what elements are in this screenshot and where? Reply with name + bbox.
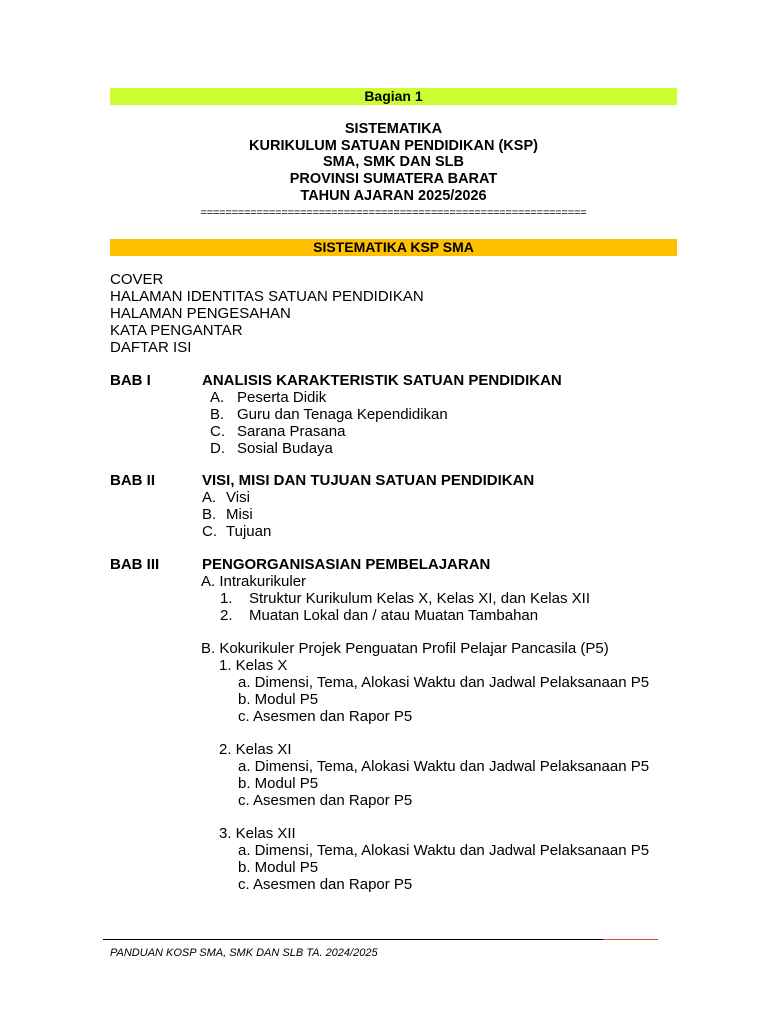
footer-rule (103, 939, 603, 940)
bab3-label: BAB III (110, 556, 160, 573)
koku-group-title: 3. Kelas XII (219, 825, 296, 842)
koku-group-item: b. Modul P5 (238, 775, 319, 792)
bab2-item-marker: B. (202, 506, 217, 523)
bab2-item: Misi (226, 506, 253, 523)
title-line-5: TAHUN AJARAN 2025/2026 (300, 188, 487, 204)
footer-rule-accent (603, 939, 658, 940)
bab3-intra-item-marker: 2. (220, 607, 233, 624)
bab3-title: PENGORGANISASIAN PEMBELAJARAN (202, 556, 491, 573)
bab2-item-marker: C. (202, 523, 217, 540)
bab3-intra-heading: A. Intrakurikuler (201, 573, 307, 590)
title-line-3: SMA, SMK DAN SLB (323, 154, 464, 170)
koku-group-item: c. Asesmen dan Rapor P5 (238, 876, 413, 893)
title-line-1: SISTEMATIKA (344, 121, 443, 137)
separator-line: ============================================================== (200, 207, 587, 219)
koku-group-item: c. Asesmen dan Rapor P5 (238, 792, 413, 809)
koku-group-item: a. Dimensi, Tema, Alokasi Waktu dan Jadwal Pelaksanaan P5 (238, 674, 650, 691)
koku-group-item: b. Modul P5 (238, 691, 319, 708)
koku-group-title: 1. Kelas X (219, 657, 288, 674)
front-matter-daftar-isi: DAFTAR ISI (110, 339, 192, 356)
koku-group-item: b. Modul P5 (238, 859, 319, 876)
title-line-4: PROVINSI SUMATERA BARAT (289, 171, 498, 187)
bab2-title: VISI, MISI DAN TUJUAN SATUAN PENDIDIKAN (202, 472, 535, 489)
bab3-intra-item: Muatan Lokal dan / atau Muatan Tambahan (249, 607, 539, 624)
bab2-item: Visi (226, 489, 250, 506)
bab1-title: ANALISIS KARAKTERISTIK SATUAN PENDIDIKAN (202, 372, 562, 389)
bab1-item-marker: C. (210, 423, 225, 440)
bab1-item: Sosial Budaya (237, 440, 333, 457)
front-matter-identitas: HALAMAN IDENTITAS SATUAN PENDIDIKAN (110, 288, 424, 305)
section-band: SISTEMATIKA KSP SMA (110, 239, 677, 256)
bab1-item: Peserta Didik (237, 389, 327, 406)
front-matter-kata-pengantar: KATA PENGANTAR (110, 322, 243, 339)
footer-text: PANDUAN KOSP SMA, SMK DAN SLB TA. 2024/2025 (110, 947, 378, 959)
bab3-koku-heading: B. Kokurikuler Projek Penguatan Profil Pelajar Pancasila (P5) (201, 640, 609, 657)
koku-group-item: c. Asesmen dan Rapor P5 (238, 708, 413, 725)
koku-group-item: a. Dimensi, Tema, Alokasi Waktu dan Jadwal Pelaksanaan P5 (238, 842, 650, 859)
bab1-label: BAB I (110, 372, 151, 389)
bab1-item-marker: B. (210, 406, 225, 423)
koku-group-title: 2. Kelas XI (219, 741, 292, 758)
bab2-item: Tujuan (226, 523, 272, 540)
bagian-band: Bagian 1 (110, 88, 677, 105)
front-matter-pengesahan: HALAMAN PENGESAHAN (110, 305, 291, 322)
bab2-item-marker: A. (202, 489, 217, 506)
bab1-item: Guru dan Tenaga Kependidikan (237, 406, 448, 423)
bab3-intra-item-marker: 1. (220, 590, 233, 607)
bab2-label: BAB II (110, 472, 155, 489)
title-line-2: KURIKULUM SATUAN PENDIDIKAN (KSP) (249, 138, 538, 154)
bab1-item-marker: A. (210, 389, 225, 406)
bab1-item: Sarana Prasana (237, 423, 346, 440)
bab1-item-marker: D. (210, 440, 225, 457)
front-matter-cover: COVER (110, 271, 164, 288)
bab3-intra-item: Struktur Kurikulum Kelas X, Kelas XI, dan Kelas XII (249, 590, 590, 607)
koku-group-item: a. Dimensi, Tema, Alokasi Waktu dan Jadwal Pelaksanaan P5 (238, 758, 650, 775)
